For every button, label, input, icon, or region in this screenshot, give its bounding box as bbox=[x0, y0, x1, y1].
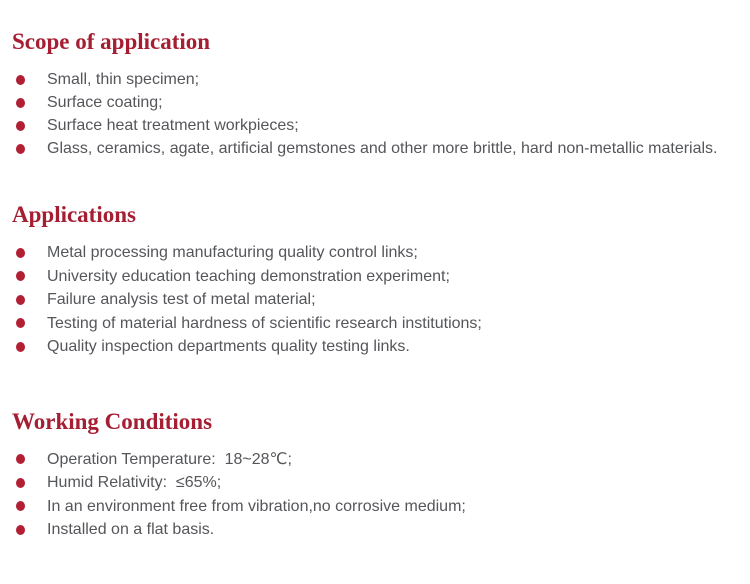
bullet-icon bbox=[16, 248, 25, 258]
list-item bbox=[12, 114, 730, 137]
bullet-icon bbox=[16, 454, 25, 464]
section-title-applications: Applications bbox=[12, 202, 136, 227]
bullet-icon bbox=[16, 271, 25, 281]
list-item bbox=[12, 91, 730, 114]
scope-of-application-list bbox=[12, 68, 730, 160]
list-item bbox=[12, 68, 730, 91]
list-item-text: Testing of material hardness of scientific research institutions; bbox=[47, 314, 482, 332]
list-item bbox=[12, 495, 730, 519]
bullet-icon bbox=[16, 318, 25, 328]
list-item bbox=[12, 335, 730, 359]
list-item-text: Small, thin specimen; bbox=[47, 71, 200, 88]
bullet-icon bbox=[16, 342, 25, 352]
bullet-icon bbox=[16, 144, 25, 154]
bullet-icon bbox=[16, 98, 25, 108]
list-item-text: Operation Temperature: 18~28℃; bbox=[47, 450, 292, 468]
list-item bbox=[12, 471, 730, 495]
list-item bbox=[12, 448, 730, 472]
bullet-icon bbox=[16, 75, 25, 85]
list-item bbox=[12, 312, 730, 336]
list-item-text: Surface heat treatment workpieces; bbox=[47, 117, 299, 134]
list-item bbox=[12, 137, 730, 160]
list-item-text: University education teaching demonstration experiment; bbox=[47, 267, 450, 285]
list-item-text: Glass, ceramics, agate, artificial gemstones and other more brittle, hard non-metallic materials. bbox=[47, 140, 718, 157]
bullet-icon bbox=[16, 478, 25, 488]
section-scope-of-application bbox=[12, 29, 730, 160]
list-item-text: Humid Relativity: ≤65%; bbox=[47, 474, 222, 491]
list-item-text: In an environment free from vibration,no corrosive medium; bbox=[47, 497, 466, 515]
list-item bbox=[12, 518, 730, 542]
section-applications bbox=[12, 202, 730, 359]
list-item-text: Quality inspection departments quality testing links. bbox=[47, 338, 410, 355]
bullet-icon bbox=[16, 525, 25, 535]
list-item-text: Surface coating; bbox=[47, 94, 163, 111]
bullet-icon bbox=[16, 295, 25, 305]
bullet-icon bbox=[16, 121, 25, 131]
list-item-text: Failure analysis test of metal material; bbox=[47, 291, 316, 308]
working-conditions-list bbox=[12, 448, 730, 542]
list-item-text: Installed on a flat basis. bbox=[47, 521, 215, 538]
list-item-text: Metal processing manufacturing quality control links; bbox=[47, 244, 418, 261]
bullet-icon bbox=[16, 501, 25, 511]
applications-list bbox=[12, 241, 730, 359]
list-item bbox=[12, 265, 730, 289]
section-title-working-conditions: Working Conditions bbox=[12, 408, 213, 434]
section-title-scope-of-application: Scope of application bbox=[12, 29, 211, 54]
list-item bbox=[12, 288, 730, 312]
list-item bbox=[12, 241, 730, 265]
section-working-conditions bbox=[12, 409, 730, 542]
